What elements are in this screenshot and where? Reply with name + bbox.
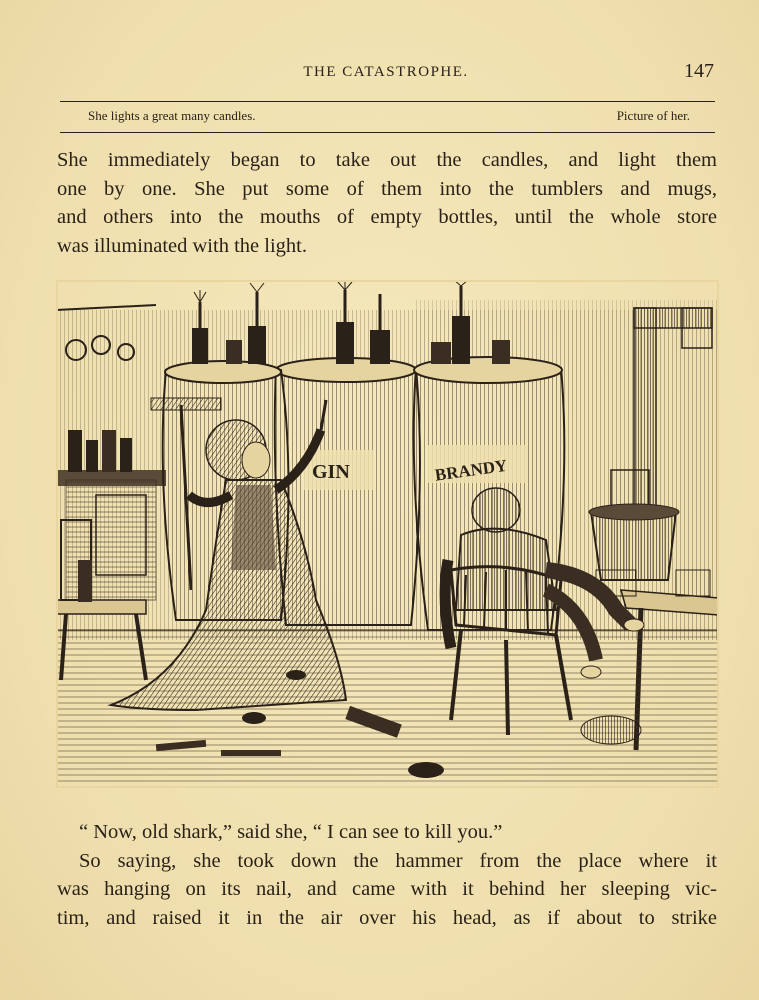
- text-line: tim, and raised it in the air over his head, as if about to strike: [57, 906, 717, 929]
- text-line: was hanging on its nail, and came with it behind her sleeping vic-: [57, 878, 717, 900]
- text-line: She immediately began to take out the candles, and light them: [57, 149, 717, 171]
- paragraph-2: [57, 818, 717, 932]
- header-rule-top: [60, 101, 715, 102]
- text-line: was illuminated with the light.: [57, 234, 307, 257]
- brandy-label: BRANDY: [433, 455, 509, 485]
- running-title: THE CATASTROPHE.: [303, 64, 469, 80]
- text-line: and others into the mouths of empty bottles, until the whole store: [57, 206, 717, 228]
- text-line: “ Now, old shark,” said she, “ I can see to kill you.”: [79, 821, 503, 843]
- page-number: 147: [684, 60, 714, 82]
- side-note-left: She lights a great many candles.: [88, 108, 256, 123]
- engraving-illustration: [56, 280, 719, 788]
- side-note-right: Picture of her.: [616, 108, 690, 123]
- running-head: [56, 60, 716, 88]
- engraving-svg: [56, 280, 719, 788]
- text-line: one by one. She put some of them into the tumblers and mugs,: [57, 177, 717, 200]
- gin-label: GIN: [312, 461, 350, 483]
- text-line: So saying, she took down the hammer from the place where it: [79, 849, 717, 872]
- header-rule-bottom: [60, 132, 715, 133]
- side-notes: [88, 108, 690, 128]
- paragraph-1: [57, 146, 717, 260]
